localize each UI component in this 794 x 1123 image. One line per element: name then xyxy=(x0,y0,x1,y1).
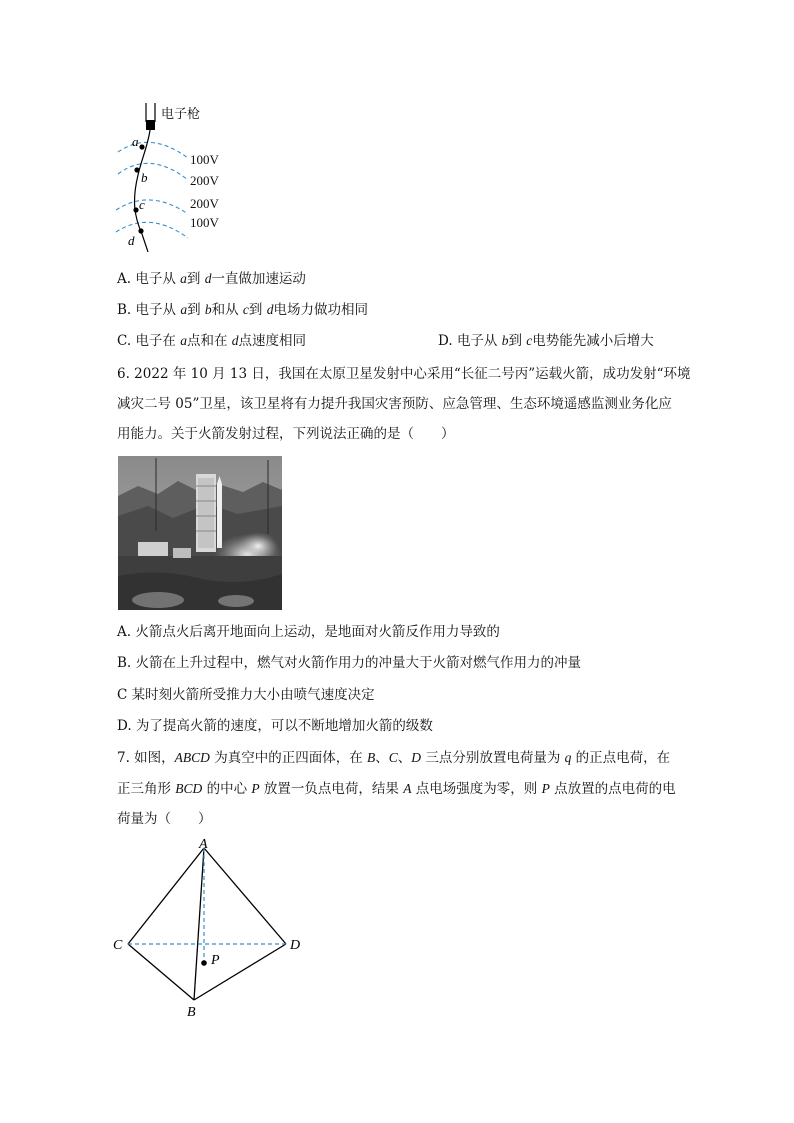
point-d xyxy=(138,228,143,233)
label-c: c xyxy=(139,197,145,212)
q5-option-c: C. 电子在 a点和在 d点速度相同 xyxy=(117,333,307,349)
electron-gun-figure xyxy=(110,100,240,252)
tetrahedron-figure xyxy=(110,836,320,1022)
q6-option-c: C 某时刻火箭所受推力大小由喷气速度决定 xyxy=(117,687,375,703)
point-p xyxy=(201,960,207,966)
vertex-d-label: D xyxy=(290,938,301,953)
q5-option-b: B. 电子从 a到 b和从 c到 d电场力做功相同 xyxy=(117,302,368,318)
q6-option-b: B. 火箭在上升过程中，燃气对火箭作用力的冲量大于火箭对燃气作用力的冲量 xyxy=(117,655,582,671)
q7-stem-line-3: 荷量为（ ） xyxy=(117,811,212,827)
gun-label: 电子枪 xyxy=(161,107,201,122)
voltage-label-3: 200V xyxy=(190,196,219,211)
q6-stem-line-3: 用能力。关于火箭发射过程，下列说法正确的是（ ） xyxy=(117,426,455,442)
point-c xyxy=(133,207,138,212)
label-b: b xyxy=(141,170,148,185)
point-p-label: P xyxy=(211,953,220,968)
voltage-label-1: 100V xyxy=(190,152,219,167)
rocket-launch-photo xyxy=(118,456,282,610)
vertex-b-label: B xyxy=(187,1005,196,1020)
q6-option-a: A. 火箭点火后离开地面向上运动，是地面对火箭反作用力导致的 xyxy=(117,624,500,640)
q7-stem-line-1: 7. 如图，ABCD 为真空中的正四面体，在 B、C、D 三点分别放置电荷量为 q 的正点电荷，在 xyxy=(117,750,671,766)
voltage-label-4: 100V xyxy=(190,215,219,230)
label-d: d xyxy=(128,233,135,248)
point-a xyxy=(139,144,144,149)
voltage-label-2: 200V xyxy=(190,173,219,188)
q6-option-d: D. 为了提高火箭的速度，可以不断地增加火箭的级数 xyxy=(117,718,433,734)
q5-option-d: D. 电子从 b到 c电势能先减小后增大 xyxy=(438,333,654,349)
vertex-a-label: A xyxy=(199,837,208,852)
vertex-c-label: C xyxy=(113,938,123,953)
q6-stem-line-2: 减灾二号 05”卫星，该卫星将有力提升我国灾害预防、应急管理、生态环境遥感监测业务化应 xyxy=(117,396,672,412)
q7-stem-line-2: 正三角形 BCD 的中心 P 放置一负点电荷，结果 A 点电场强度为零，则 P 点放置的点电荷的电 xyxy=(117,781,676,797)
q5-option-a: A. 电子从 a到 d一直做加速运动 xyxy=(117,271,306,287)
point-b xyxy=(134,167,139,172)
label-a: a xyxy=(132,134,139,149)
q6-stem-line-1: 6. 2022 年 10 月 13 日，我国在太原卫星发射中心采用“长征二号丙”运载火箭，成功发射“环境 xyxy=(117,366,691,382)
